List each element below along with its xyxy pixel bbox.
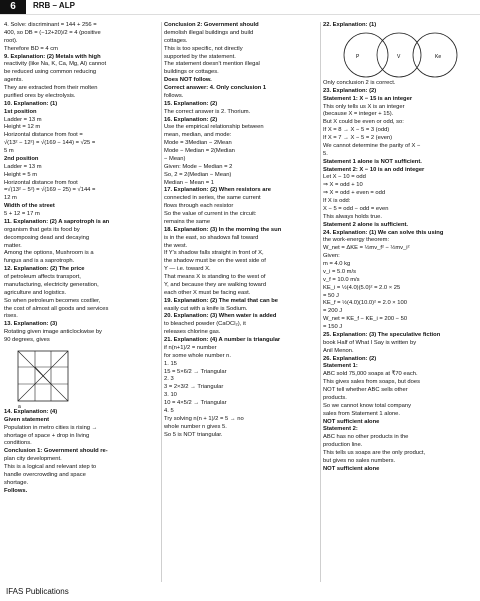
text-line: the work-energy theorem:: [323, 237, 390, 244]
text-line: flows through each resistor: [164, 203, 234, 210]
text-line: agents.: [4, 77, 24, 84]
text-line: be reduced using common reducing: [4, 69, 97, 76]
text-line: If X is odd:: [323, 198, 351, 204]
text-line: 11. Explanation: (2) A saprotroph is an: [4, 218, 110, 225]
column-3-heading: [323, 22, 476, 30]
text-line: book Half of What I Say is written by: [323, 339, 417, 346]
text-line: Height = 12 m: [4, 124, 41, 131]
text-line: ⇒ X = odd + 10: [323, 182, 363, 189]
text-line: Try solving n(n + 1)/2 = 5 → no: [164, 415, 244, 422]
venn-label-ke: Ke: [435, 53, 442, 60]
text-line: If X = 8 → X − 5 = 3 (odd): [323, 127, 390, 134]
text-line: Correct answer: 4. Only conclusion 1: [164, 85, 267, 91]
venn-label-p: P: [356, 53, 360, 60]
text-line: 3. 10: [164, 392, 177, 399]
text-line: NOT tell whether ABC sells other: [323, 387, 408, 393]
text-line: Given:: [323, 253, 340, 260]
text-line: Anil Menon.: [323, 347, 354, 354]
text-line: Only conclusion 2 is correct.: [323, 79, 396, 86]
text-line: the cost of almost all goods and services: [4, 305, 109, 312]
text-line: √(13² − 12²) = √(169 − 144) = √25 =: [4, 140, 96, 147]
text-line: shortage of space + drop in living: [4, 432, 90, 439]
text-line: = 150 J: [323, 324, 343, 330]
text-line: root).: [4, 37, 18, 44]
column-3: [323, 22, 476, 583]
text-line: 22. Explanation: (1): [323, 22, 377, 28]
text-line: = 200 J: [323, 308, 343, 315]
text-line: This gives sales from soaps, but does: [323, 379, 420, 386]
text-line: Ladder = 13 m: [4, 163, 42, 170]
text-line: Rotating given image anticlockwise by: [4, 329, 102, 336]
text-line: 19. Explanation: (2) The metal that can be: [164, 297, 279, 304]
figure-caption: a: [18, 403, 21, 409]
text-line: is in the east, so shadows fall toward: [164, 234, 259, 241]
text-line: m = 4.0 kg: [323, 261, 351, 267]
text-line: 12 m: [4, 195, 17, 202]
column-1: [4, 22, 162, 583]
text-line: The statement doesn't mention illegal: [164, 61, 260, 68]
text-line: Follows.: [4, 487, 28, 494]
text-line: decomposing dead and decaying: [4, 234, 90, 241]
text-line: If X = 7 → X − 5 = 2 (even): [323, 135, 393, 141]
text-line: Statement 2: X − 10 is an odd integer: [323, 166, 425, 173]
text-line: 16. Explanation: (2): [164, 116, 218, 123]
text-line: releases chlorine gas.: [164, 329, 221, 336]
text-line: Statement 1 alone is NOT sufficient.: [323, 158, 422, 165]
text-line: agriculture and logistics.: [4, 289, 67, 296]
text-line: Statement 2 alone is sufficient.: [323, 221, 409, 228]
text-line: the shadow must be on the west side of: [164, 258, 266, 265]
text-line: 4. 5: [164, 407, 174, 414]
text-line: buildings or cottages.: [164, 69, 219, 76]
text-line: conditions.: [4, 440, 32, 447]
text-line: 12. Explanation: (2) The price: [4, 266, 85, 273]
text-line: NOT sufficient alone: [323, 418, 380, 425]
text-line: 24. Explanation: (1) We can solve this using: [323, 229, 444, 236]
text-line: reactivity (like Na, K, Ca, Mg, Al) cannot: [4, 61, 107, 68]
text-line: 23. Explanation: (2): [323, 87, 377, 94]
text-line: Width of the street: [4, 203, 55, 210]
page-header: [0, 0, 480, 15]
text-line: 10 = 4×5/2 → Triangular: [164, 400, 227, 406]
text-line: Statement 2:: [323, 426, 358, 433]
text-line: This is a logical and relevant step to: [4, 464, 97, 470]
text-line: handle overcrowding and space: [4, 471, 86, 478]
column-2-text: [164, 22, 319, 439]
text-line: 13. Explanation: (3): [4, 321, 58, 328]
text-line: Mode − Median = 2(Median: [164, 148, 235, 154]
text-line: 9. Explanation: (2) Metals with high: [4, 53, 101, 60]
text-line: But X could be even or odd, so:: [323, 119, 404, 126]
text-line: fungus and is a saprotroph.: [4, 258, 75, 265]
text-line: 5.: [323, 150, 328, 157]
text-line: Statement 1:: [323, 363, 358, 370]
text-line: v_i = 5.0 m/s: [323, 268, 357, 275]
text-line: plan city development.: [4, 456, 62, 463]
text-line: whole number n gives 5.: [164, 423, 227, 430]
text-line: Therefore BD = 4 cm: [4, 45, 58, 52]
text-line: Horizontal distance from foot: [4, 179, 78, 186]
text-line: supported by the statement.: [164, 53, 236, 60]
text-line: mean, median, and mode:: [164, 132, 232, 139]
text-line: They are extracted from their molten: [4, 85, 98, 91]
column-2: [164, 22, 319, 583]
text-line: of petroleum affects transport,: [4, 274, 81, 280]
text-line: 3 = 2×3/2 → Triangular: [164, 384, 224, 391]
text-line: The correct answer is 2. Thorium.: [164, 108, 251, 115]
text-line: Median − Mean = 1: [164, 179, 214, 186]
text-line: W_net = KE_f − KE_i = 200 − 50: [323, 316, 408, 323]
text-line: 2nd position: [4, 155, 39, 162]
text-line: Let X − 10 = odd: [323, 174, 366, 181]
text-line: 26. Explanation: (2): [323, 355, 377, 362]
footer-publisher: IFAS Publications: [6, 587, 69, 596]
text-line: shortage.: [4, 479, 29, 486]
text-line: 1st position: [4, 108, 37, 115]
text-line: − Mean): [164, 155, 186, 162]
column-divider: [320, 22, 321, 582]
text-line: So the value of current in the circuit:: [164, 211, 257, 217]
venn-diagram: [331, 31, 471, 79]
text-line: = 50 J: [323, 292, 339, 299]
text-line: This tells us soaps are the only product,: [323, 450, 426, 456]
text-line: So we cannot know total company: [323, 402, 411, 409]
text-line: So, 2 = 2(Median − Mean): [164, 171, 232, 178]
text-line: 400, so DB = (−12+20)/2 = 4 (positive: [4, 29, 101, 36]
text-line: W_net = ΔKE = ½mv_f² − ½mv_i²: [323, 245, 410, 252]
text-line: Given statement: [4, 416, 50, 423]
text-line: 15. Explanation: (2): [164, 100, 218, 107]
text-line: Y — i.e. toward X.: [164, 266, 211, 273]
text-line: This always holds true.: [323, 213, 382, 220]
text-line: 4. Solve: discriminant = 144 + 256 =: [4, 22, 97, 28]
page-number: 6: [0, 0, 26, 14]
text-line: If Y's shadow falls straight in front of X,: [164, 250, 264, 257]
text-line: So 5 is NOT triangular.: [164, 431, 223, 438]
text-line: ABC has no other products in the: [323, 434, 409, 441]
text-line: Horizontal distance from foot =: [4, 132, 83, 139]
text-line: 14. Explanation: (4): [4, 408, 58, 415]
text-line: matter.: [4, 242, 22, 249]
text-line: 10. Explanation: (1): [4, 100, 58, 107]
text-line: That means X is standing to the west of: [164, 274, 266, 280]
text-line: but gives no sales numbers.: [323, 457, 396, 464]
text-line: So when petroleum becomes costlier,: [4, 297, 101, 304]
text-line: sales from Statement 1 alone.: [323, 410, 401, 417]
text-line: Height = 5 m: [4, 171, 38, 178]
text-line: 5 m: [4, 148, 14, 154]
text-line: production line.: [323, 442, 363, 449]
text-line: easily cut with a knife is Sodium.: [164, 305, 248, 312]
text-line: Use the empirical relationship between: [164, 124, 264, 131]
text-line: KE_f = ½(4.0)(10.0)² = 2.0 × 100: [323, 300, 407, 307]
column-1-text-continued: [4, 409, 162, 496]
text-line: KE_i = ½(4.0)(5.0)² = 2.0 × 25: [323, 284, 401, 291]
text-line: NOT sufficient alone: [323, 465, 380, 472]
text-line: demolish illegal buildings and build: [164, 29, 254, 36]
text-line: Statement 1: X − 15 is an integer: [323, 95, 413, 102]
text-line: Population in metro cities is rising →: [4, 424, 98, 431]
column-1-text: [4, 22, 162, 345]
text-line: 21. Explanation: (4) A number is triangular: [164, 337, 281, 343]
text-line: 90 degrees, gives: [4, 337, 50, 343]
text-line: 1. 15: [164, 360, 177, 367]
text-line: =√(13² − 5²) = √(169 − 25) = √144 =: [4, 187, 96, 194]
text-line: 18. Explanation: (3) In the morning the sun: [164, 226, 282, 233]
text-line: 15 = 5×6/2 → Triangular: [164, 368, 227, 375]
text-line: Ladder = 13 m: [4, 116, 42, 123]
text-line: for some whole number n.: [164, 352, 232, 359]
text-line: products.: [323, 394, 347, 401]
text-line: connected in series, the same current: [164, 195, 261, 202]
text-line: 17. Explanation: (2) When resistors are: [164, 187, 271, 194]
text-line: Mode = 3Median − 2Mean: [164, 140, 232, 147]
text-line: organism that gets its food by: [4, 226, 80, 233]
text-line: to bleached powder (CaOCl₂), it: [164, 321, 246, 328]
text-line: cottages.: [164, 37, 188, 44]
text-line: follows.: [164, 92, 184, 99]
text-line: manufacturing, electricity generation,: [4, 281, 99, 288]
text-line: rises.: [4, 313, 18, 320]
text-line: Does NOT follow.: [164, 77, 212, 84]
text-line: Y, and because they are walking toward: [164, 281, 267, 288]
text-line: ⇒ X = odd + even = odd: [323, 190, 386, 197]
header-title: RRB – ALP: [33, 1, 75, 10]
rotated-figure: [14, 347, 74, 409]
text-line: purified ores by electrolysis.: [4, 92, 76, 99]
text-line: 25. Explanation: (3) The speculative fiction: [323, 331, 441, 338]
text-line: each other X must be facing east.: [164, 289, 251, 296]
text-line: the west.: [164, 242, 188, 249]
text-line: (because X = integer + 15).: [323, 111, 394, 118]
text-line: This only tells us X is an integer: [323, 103, 405, 110]
text-line: X − 5 = odd − odd = even: [323, 205, 389, 212]
text-line: Conclusion 1: Government should re-: [4, 448, 108, 455]
text-line: v_f = 10.0 m/s: [323, 276, 360, 283]
text-line: ABC sold 75,000 soaps at ₹70 each.: [323, 371, 418, 378]
text-line: We cannot determine the parity of X −: [323, 142, 421, 149]
text-line: Given: Mode − Median = 2: [164, 163, 233, 170]
text-line: if n(n+1)/2 = number: [164, 344, 217, 351]
text-line: remains the same: [164, 218, 211, 225]
text-line: 20. Explanation: (3) When water is added: [164, 313, 277, 320]
text-line: Among the options, Mushroom is a: [4, 250, 94, 257]
text-line: 2. 3: [164, 376, 174, 383]
text-line: This is too specific, not directly: [164, 45, 243, 52]
text-line: 5 + 12 = 17 m: [4, 211, 40, 217]
text-line: Conclusion 2: Government should: [164, 22, 259, 28]
venn-label-v: V: [397, 53, 401, 60]
column-3-text: [323, 80, 476, 474]
